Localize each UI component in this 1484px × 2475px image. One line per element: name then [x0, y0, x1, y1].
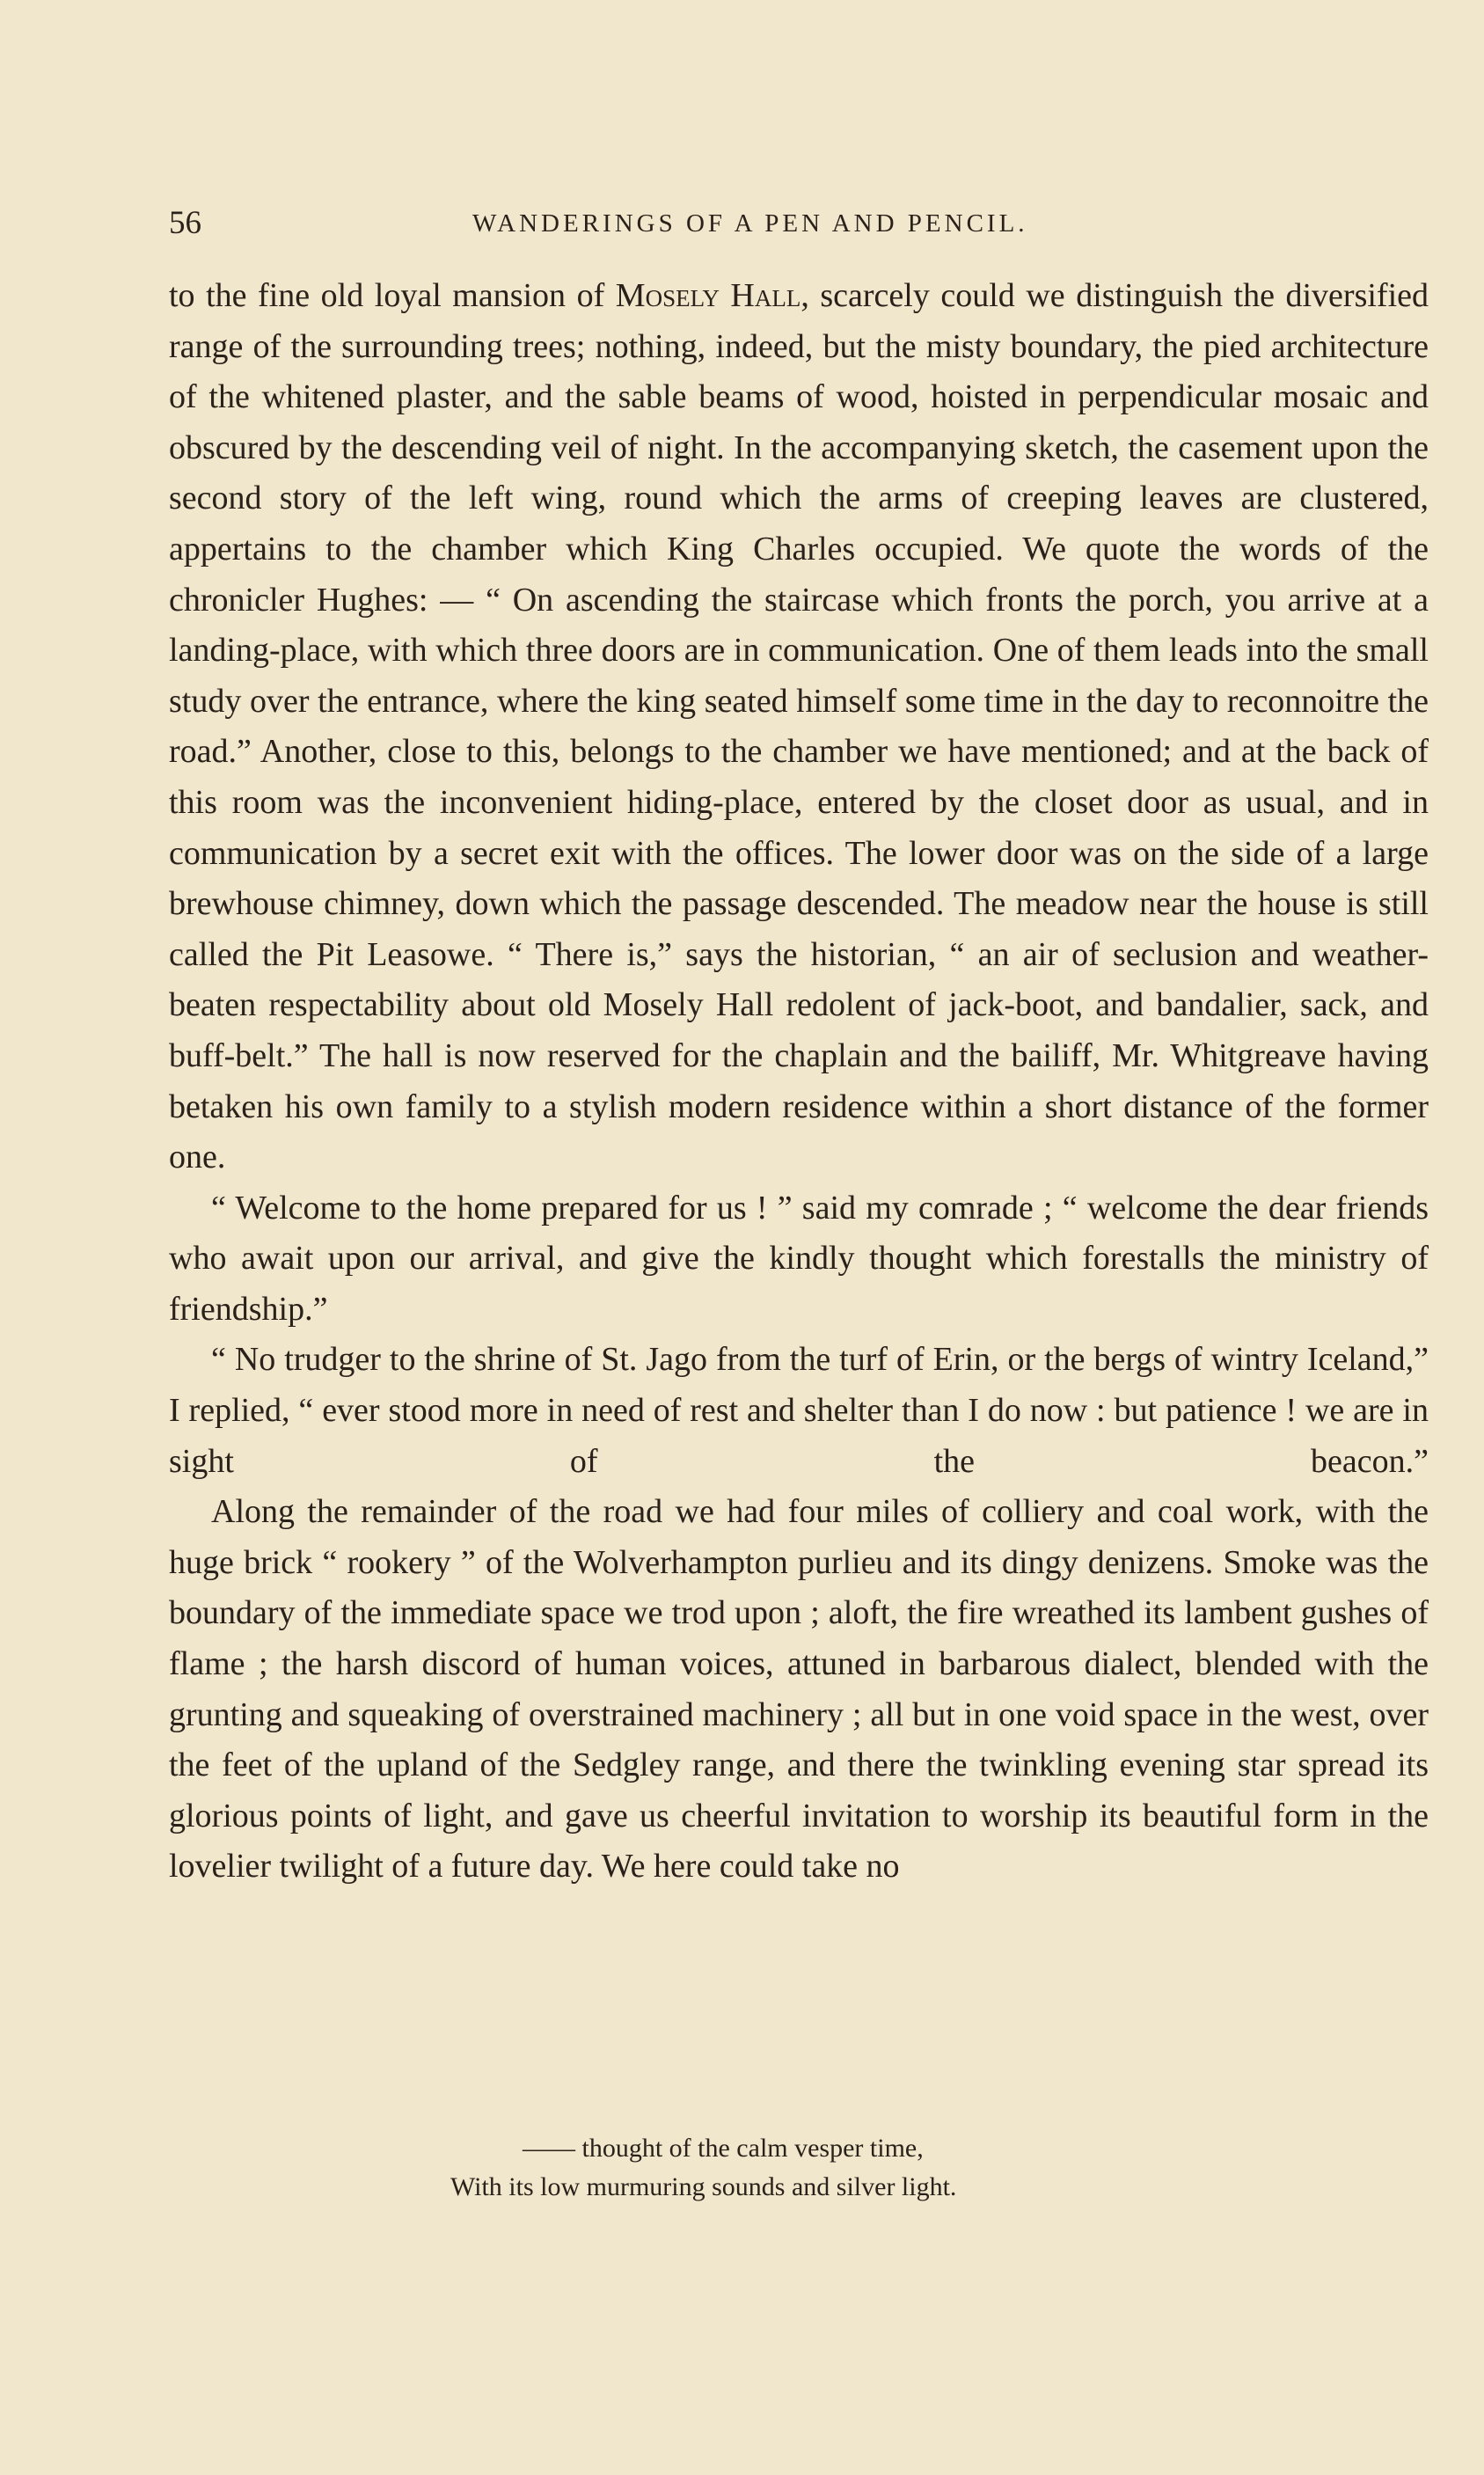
page-number: 56 — [169, 205, 201, 241]
paragraph-4: Along the remainder of the road we had four miles of colliery and coal work, with the huge brick “ rookery ” of the Wolverhampton purlieu and its dingy denizens. Smoke was the boundary of the immediate space we trod upon ; aloft, the fire wreathed its lambent gushes of flame ; the harsh discord of human voices, attuned in barbarous dialect, blended with the grunting and squeaking of overstrained machinery ; all but in one void space in the west, over the feet of the upland of the Sedgley range, and there the twinkling evening star spread its glorious points of light, and gave us cheerful invitation to worship its beautiful form in the lovelier twilight of a future day. We here could take no — [169, 1493, 1429, 1886]
paragraph-1-text-b: , scarcely could we distinguish the diversified range of the surrounding trees; nothing, indeed, but the misty boundary, the pied architecture of the whitened plaster, and the sable beams of wood, hoisted in perpendicular mosaic and obscured by the descending veil of night. In the accompanying sketch, the casement upon the second story of the left wing, round which the arms of creeping leaves are clustered, appertains to the chamber which King Charles occupied. We quote the words of the chronicler Hughes: — “ On ascending the staircase which fronts the porch, you arrive at a landing-place, with which three doors are in communication. One of them leads into the small study over the entrance, where the king seated himself some time in the day to reconnoitre the road.” Another, close to this, belongs to the chamber we have mentioned; and at the back of this room was the inconvenient hiding-place, entered by the closet door as usual, and in communication by a secret exit with the offices. The lower door was on the side of a large brewhouse chimney, down which the passage descended. The meadow near the house is still called the Pit Leasowe. “ There is,” says the historian, “ an air of seclusion and weather-beaten respectability about old Mosely Hall redolent of jack-boot, and bandalier, sack, and buff-belt.” The hall is now reserved for the chaplain and the bailiff, Mr. Whitgreave having betaken his own family to a stylish modern residence within a short distance of the former one. — [169, 277, 1429, 1176]
verse-line-1: —— thought of the calm vesper time, — [523, 2134, 924, 2163]
paragraph-1 — [169, 271, 1429, 1183]
paragraph-2: “ Welcome to the home prepared for us ! ” said my comrade ; “ welcome the dear friends who await upon our arrival, and give the kindly thought which forestalls the ministry of friendship.” — [169, 1189, 1429, 1328]
verse-quotation — [450, 2129, 1242, 2207]
page-header — [169, 204, 1427, 248]
paragraph-1-text-a: to the fine old loyal mansion of — [169, 277, 616, 314]
running-head: WANDERINGS OF A PEN AND PENCIL. — [472, 209, 1028, 238]
verse-line-2: With its low murmuring sounds and silver light. — [450, 2172, 957, 2201]
paragraph-3: “ No trudger to the shrine of St. Jago from the turf of Erin, or the bergs of wintry Iceland,” I replied, “ ever stood more in need of rest and shelter than I do now : but patience ! we are in sight of the beacon.” — [169, 1341, 1429, 1480]
body-text — [169, 271, 1429, 1893]
mosely-hall-small-caps: Mosely Hall — [615, 277, 801, 314]
